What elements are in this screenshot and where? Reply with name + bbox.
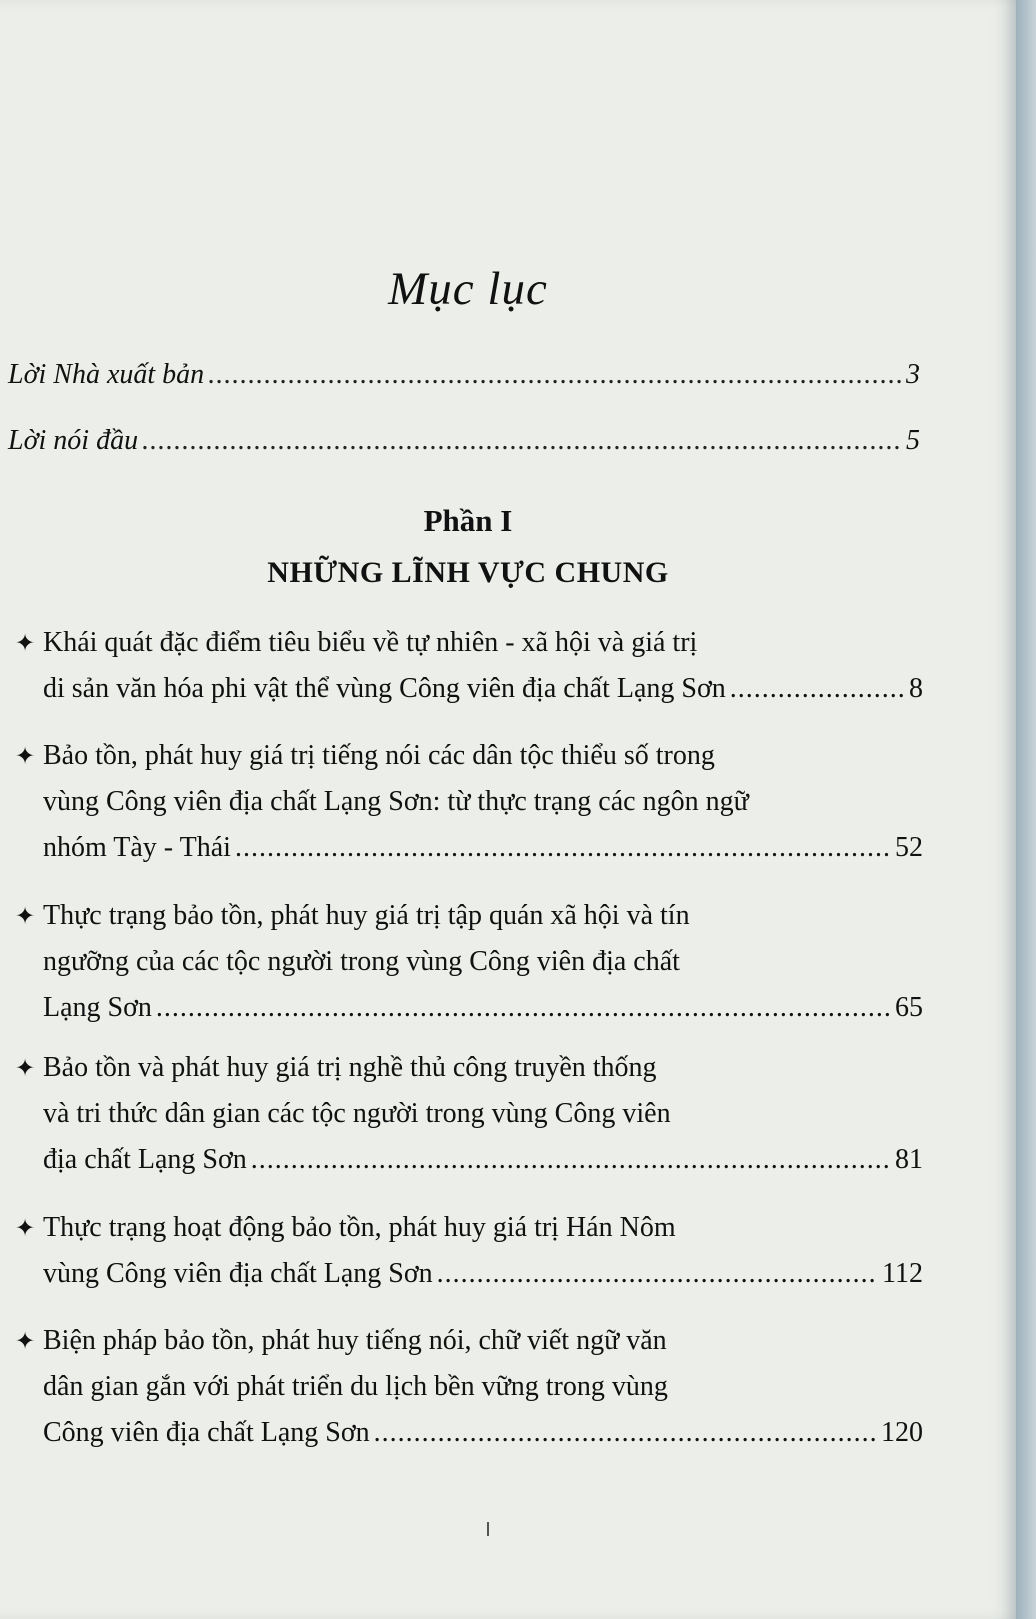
toc-entry-line bbox=[15, 620, 923, 666]
toc-entry-text: dân gian gắn với phát triển du lịch bền vững trong vùng bbox=[43, 1371, 668, 1402]
toc-page-number: 3 bbox=[906, 359, 920, 390]
toc-page-number: 5 bbox=[906, 425, 920, 456]
toc-entry[interactable] bbox=[15, 620, 923, 712]
toc-row-publisher-note[interactable] bbox=[8, 359, 920, 391]
leader-dots bbox=[156, 985, 891, 1031]
toc-entry-line bbox=[15, 666, 923, 712]
page-title: Mục lục bbox=[388, 263, 548, 315]
leader-dots bbox=[730, 666, 905, 712]
toc-entry-text: Lạng Sơn bbox=[43, 992, 152, 1023]
toc-entry-line bbox=[15, 1137, 923, 1183]
toc-page-number: 65 bbox=[895, 992, 923, 1023]
toc-entry-line bbox=[15, 1318, 923, 1364]
toc-entry-text: Thực trạng hoạt động bảo tồn, phát huy giá trị Hán Nôm bbox=[43, 1212, 676, 1243]
toc-entry-text: địa chất Lạng Sơn bbox=[43, 1144, 247, 1175]
star-bullet-icon: ✦ bbox=[15, 631, 36, 657]
toc-entry[interactable] bbox=[15, 893, 923, 1031]
toc-entry-text: Khái quát đặc điểm tiêu biểu về tự nhiên - xã hội và giá trị bbox=[43, 627, 698, 658]
toc-entry-line bbox=[15, 939, 923, 985]
book-edge bbox=[1016, 0, 1036, 1619]
toc-row-preface[interactable] bbox=[8, 425, 920, 457]
leader-dots bbox=[437, 1251, 878, 1297]
toc-entry[interactable] bbox=[15, 1205, 923, 1297]
toc-entry[interactable] bbox=[15, 1318, 923, 1456]
part-number: Phần I bbox=[423, 503, 513, 538]
toc-page-number: 81 bbox=[895, 1144, 923, 1175]
toc-entry-line bbox=[15, 1251, 923, 1297]
toc-entry-line bbox=[15, 733, 923, 779]
toc-page-number: 112 bbox=[882, 1258, 923, 1289]
star-bullet-icon: ✦ bbox=[15, 904, 36, 930]
toc-entry-text: Biện pháp bảo tồn, phát huy tiếng nói, chữ viết ngữ văn bbox=[43, 1325, 667, 1356]
toc-entry-text: vùng Công viên địa chất Lạng Sơn bbox=[43, 1258, 433, 1289]
leader-dots bbox=[251, 1137, 891, 1183]
toc-entry-text: di sản văn hóa phi vật thể vùng Công viên địa chất Lạng Sơn bbox=[43, 673, 726, 704]
toc-entry-line bbox=[15, 893, 923, 939]
star-bullet-icon: ✦ bbox=[15, 1216, 36, 1242]
leader-dots bbox=[142, 425, 902, 457]
leader-dots bbox=[374, 1410, 877, 1456]
toc-entry-text: Thực trạng bảo tồn, phát huy giá trị tập quán xã hội và tín bbox=[43, 900, 690, 931]
toc-entry-line bbox=[15, 1091, 923, 1137]
page-mark bbox=[487, 1522, 489, 1536]
toc-page-number: 120 bbox=[881, 1417, 923, 1448]
toc-entry[interactable] bbox=[15, 733, 923, 871]
leader-dots bbox=[235, 825, 891, 871]
star-bullet-icon: ✦ bbox=[15, 1056, 36, 1082]
toc-label: Lời Nhà xuất bản bbox=[8, 359, 205, 390]
toc-entry-line bbox=[15, 985, 923, 1031]
toc-entry-text: và tri thức dân gian các tộc người trong vùng Công viên bbox=[43, 1098, 671, 1129]
toc-page-number: 52 bbox=[895, 832, 923, 863]
toc-entry-text: Bảo tồn, phát huy giá trị tiếng nói các dân tộc thiểu số trong bbox=[43, 740, 715, 771]
star-bullet-icon: ✦ bbox=[15, 1329, 36, 1355]
toc-entry-text: ngưỡng của các tộc người trong vùng Công viên địa chất bbox=[43, 946, 680, 977]
part-name: NHỮNG LĨNH VỰC CHUNG bbox=[267, 556, 669, 589]
toc-entry-line bbox=[15, 779, 923, 825]
toc-entry-text: Bảo tồn và phát huy giá trị nghề thủ công truyền thống bbox=[43, 1052, 657, 1083]
toc-entry-text: nhóm Tày - Thái bbox=[43, 832, 231, 863]
toc-entry-line bbox=[15, 1205, 923, 1251]
toc-entry-text: Công viên địa chất Lạng Sơn bbox=[43, 1417, 370, 1448]
toc-entry-text: vùng Công viên địa chất Lạng Sơn: từ thực trạng các ngôn ngữ bbox=[43, 786, 749, 817]
toc-entry-line bbox=[15, 1045, 923, 1091]
toc-entry-line bbox=[15, 1364, 923, 1410]
toc-entry[interactable] bbox=[15, 1045, 923, 1183]
toc-entry-line bbox=[15, 1410, 923, 1456]
toc-label: Lời nói đầu bbox=[8, 425, 139, 456]
toc-entry-line bbox=[15, 825, 923, 871]
leader-dots bbox=[208, 359, 902, 391]
toc-page-number: 8 bbox=[909, 673, 923, 704]
star-bullet-icon: ✦ bbox=[15, 744, 36, 770]
